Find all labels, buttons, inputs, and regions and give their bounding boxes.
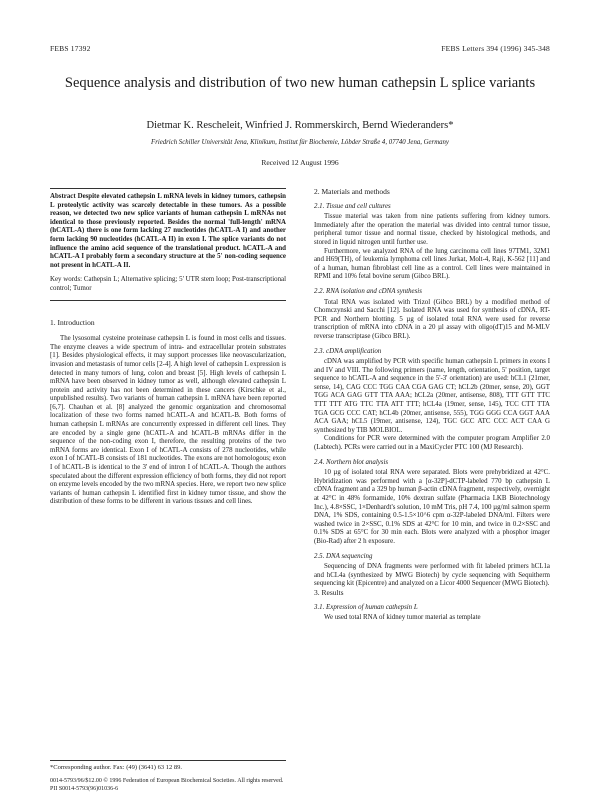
pii-line: PII S0014-5793(96)01036-6 — [50, 785, 119, 792]
methods-tissue-paragraph-1: Tissue material was taken from nine patients suffering from kidney tumors. Immediately after the operation the material was divided into central tumor tissue, peripheral tumor tissue and normal tissue, checked by histological methods, and stored in liquid nitrogen until further use. — [314, 213, 550, 246]
methods-cdna-paragraph-1: cDNA was amplified by PCR with specific human cathepsin L primers in exons I and IV and VIII. The following primers (name, length, orientation, 5' position, target sequence to hCATL-A and sequence in the 5'-3' orientation) are used: hCL1 (21mer, sense, 14), CAG CCC TGG CAA CGA GAG CT; hCL2b (20mer, sense, 20), GGT TGG ACA GAG GTT TTA AAA; hCL2a (20mer, antisense, 808), TTT GTT TTC TTT TTT ATG TTC TTA ATT TTT; hCL4a (19mer, sense, 145), TCC CTT TTA TGA GCG CCC CAT; hCL4b (20mer, antisense, 555), TGG GGG CCA GGT AAA ACA GAA; hCL5 (19mer, antisense, 124), TGC GCC ATC CCC ACT CAA G synthesized by TIB MOLBIOL. — [314, 358, 550, 434]
abstract: Abstract Despite elevated cathepsin L mRNA levels in kidney tumors, cathepsin L proteolytic activity was scarcely detectable in these tumors. As a possible reason, we detected two new splice variants of human cathepsin L mRNAs not identical to those previously reported. Besides the normal 'full-length' mRNA (hCATL-A) there is one form lacking 27 nucleotides (hCATL-A I) and another form lacking 90 nucleotides (hCATL-A II) in exon I. The splice variants do not influence the amino acid sequence of the translational product. hCATL-A and hCATL-A I probably form a secondary structure at the 5' non-coding sequence not present in hCATL-A II. — [50, 188, 286, 270]
methods-sequencing-paragraph: Sequencing of DNA fragments were performed with fit labeled primers hCL1a and hCL4a (synthesized by MWG Biotech) by cycle sequencing with Sequitherm sequencing kit (Epicentre) and analyzed on a Licor 4000 Sequencer (MWG Biotech). — [314, 563, 550, 588]
journal-id: FEBS 17392 — [50, 44, 91, 53]
author-list: Dietmar K. Rescheleit, Winfried J. Rommerskirch, Bernd Wiederanders* — [146, 120, 454, 131]
methods-cdna-paragraph-2: Conditions for PCR were determined with the computer program Amplifier 2.0 (Labtech). PCRs were carried out in a MaxiCycler PTC 100 (MJ Research). — [314, 435, 550, 452]
methods-rna-paragraph: Total RNA was isolated with Trizol (Gibco BRL) by a modified method of Chomczynski and Sacchi [12]. Isolated RNA was used for synthesis of cDNA, RT-PCR and Northern blotting. 5 µg of isolated total RNA were used for reverse transcription of mRNA into cDNA in a 20 µl assay with oligo(dT)15 and M-MLV reverse transcriptase (Gibco BRL). — [314, 298, 550, 340]
copyright-line: 0014-5793/96/$12.00 © 1996 Federation of European Biochemical Societies. All rights reserved. — [50, 778, 284, 784]
subsection-heading-sequencing: 2.5. DNA sequencing — [314, 552, 373, 560]
paper-title: Sequence analysis and distribution of two new human cathepsin L splice variants — [64, 75, 536, 91]
subsection-heading-northern: 2.4. Northern blot analysis — [314, 458, 389, 466]
section-heading-methods: 2. Materials and methods — [314, 187, 390, 196]
subsection-heading-cdna: 2.3. cDNA amplification — [314, 347, 382, 355]
right-column — [314, 188, 550, 623]
methods-tissue-paragraph-2: Furthermore, we analyzed RNA of the lung carcinoma cell lines 97TM1, 32M1 and H69(TH), of leukemia lymphoma cell lines Jurkat, Molt-4, Raji, K-562 [11] and of a human, human fibroblast cell line as a control. Cell lines were maintained in RPMI and 10% fetal bovine serum (Gibco BRL). — [314, 247, 550, 281]
corresponding-author-footnote: *Corresponding author. Fax: (49) (3641) 63 12 89. — [50, 760, 286, 772]
keywords: Key words: Cathepsin L; Alternative splicing; 5' UTR stem loop; Post-transcriptional control; Tumor — [50, 276, 286, 300]
results-paragraph: We used total RNA of kidney tumor material as template — [324, 614, 481, 622]
journal-citation: FEBS Letters 394 (1996) 345-348 — [441, 44, 550, 53]
section-heading-introduction: 1. Introduction — [50, 317, 95, 327]
introduction-paragraph: The lysosomal cysteine proteinase cathepsin L is found in most cells and tissues. The enzyme cleaves a wide spectrum of intra- and extracellular protein substrates [1]. Besides physiological effects, it may support processes like neovascularization, invasion and metastasis of tumor cells [2-4]. A high level of cathepsin L expression is detected in many tumors of lung, colon and breast [5]. High levels of cathepsin L mRNA have been observed in kidney tumor as well, although elevated cathepsin L protein and activity has not been determined in these cancers (Kirschke et al., unpublished results). Two variants of human cathepsin L mRNA have been reported [6,7]. Chauhan et al. [8] analyzed the genomic organization and chromosomal localization of these two forms named hCATL-A and hCATL-B. Both forms of human cathepsin L mRNAs are concurrently expressed in different cell lines. They are encoded by a single gene (hCATL-A and hCATL-B mRNAs differ in the sequence of the non-coding exon I, therefore, the resulting proteins of the two mRNA forms are identical. Exon I of hCATL-A consists of 278 nucleotides, while exon I of hCATL-B consists of 181 nucleotides. The exons are not homologous; exon I of hCATL-B is identical to the 3' end of intron I of hCATL-A. Though the authors speculated about the different expression efficiency of both forms, they did not report on enzyme levels encoded by the two mRNA species. Here, we report two new splice variants of human cathepsin L identified first in kidney tumor tissue, and show the distribution of these forms to be different in various tissues and cell lines. — [50, 335, 286, 506]
methods-northern-paragraph: 10 µg of isolated total RNA were separated. Blots were prehybridized at 42°C. Hybridization was performed with a [α-32P]-dCTP-labeled 770 bp cathepsin L cDNA fragment and a 329 bp human β-actin cDNA fragment, respectively, overnight at 42°C in 48% formamide, 10% dextran sulfate (Pharmacia LKB Biotechnology Inc.), 4.8×SSC, 1×Denhardt's solution, 10 mM Tris, pH 7.4, 100 µg/ml salmon sperm DNA, 1% SDS, containing 0.5-1.5×10^6 cpm α-32P-labeled DNA/ml. Filters were washed twice in 2×SSC, 0.1% SDS at 42°C for 10 min, and twice in 0.2×SSC and 0.1% SDS at 65°C for 30 min each. Blots were analyzed with a phosphor imager (Bio-Rad) after 2 h exposure. — [314, 469, 550, 545]
received-date: Received 12 August 1996 — [261, 158, 339, 167]
subsection-heading-expression: 3.1. Expression of human cathepsin L — [314, 603, 418, 611]
copyright-notice — [50, 778, 350, 793]
left-column — [50, 188, 286, 507]
subsection-heading-rna: 2.2. RNA isolation and cDNA synthesis — [314, 287, 422, 295]
subsection-heading-tissue: 2.1. Tissue and cell cultures — [314, 202, 391, 210]
section-heading-results: 3. Results — [314, 587, 344, 597]
affiliation: Friedrich Schiller Universität Jena, Klinikum, Institut für Biochemie, Löbder Straße 4, 07740 Jena, Germany — [151, 139, 449, 146]
